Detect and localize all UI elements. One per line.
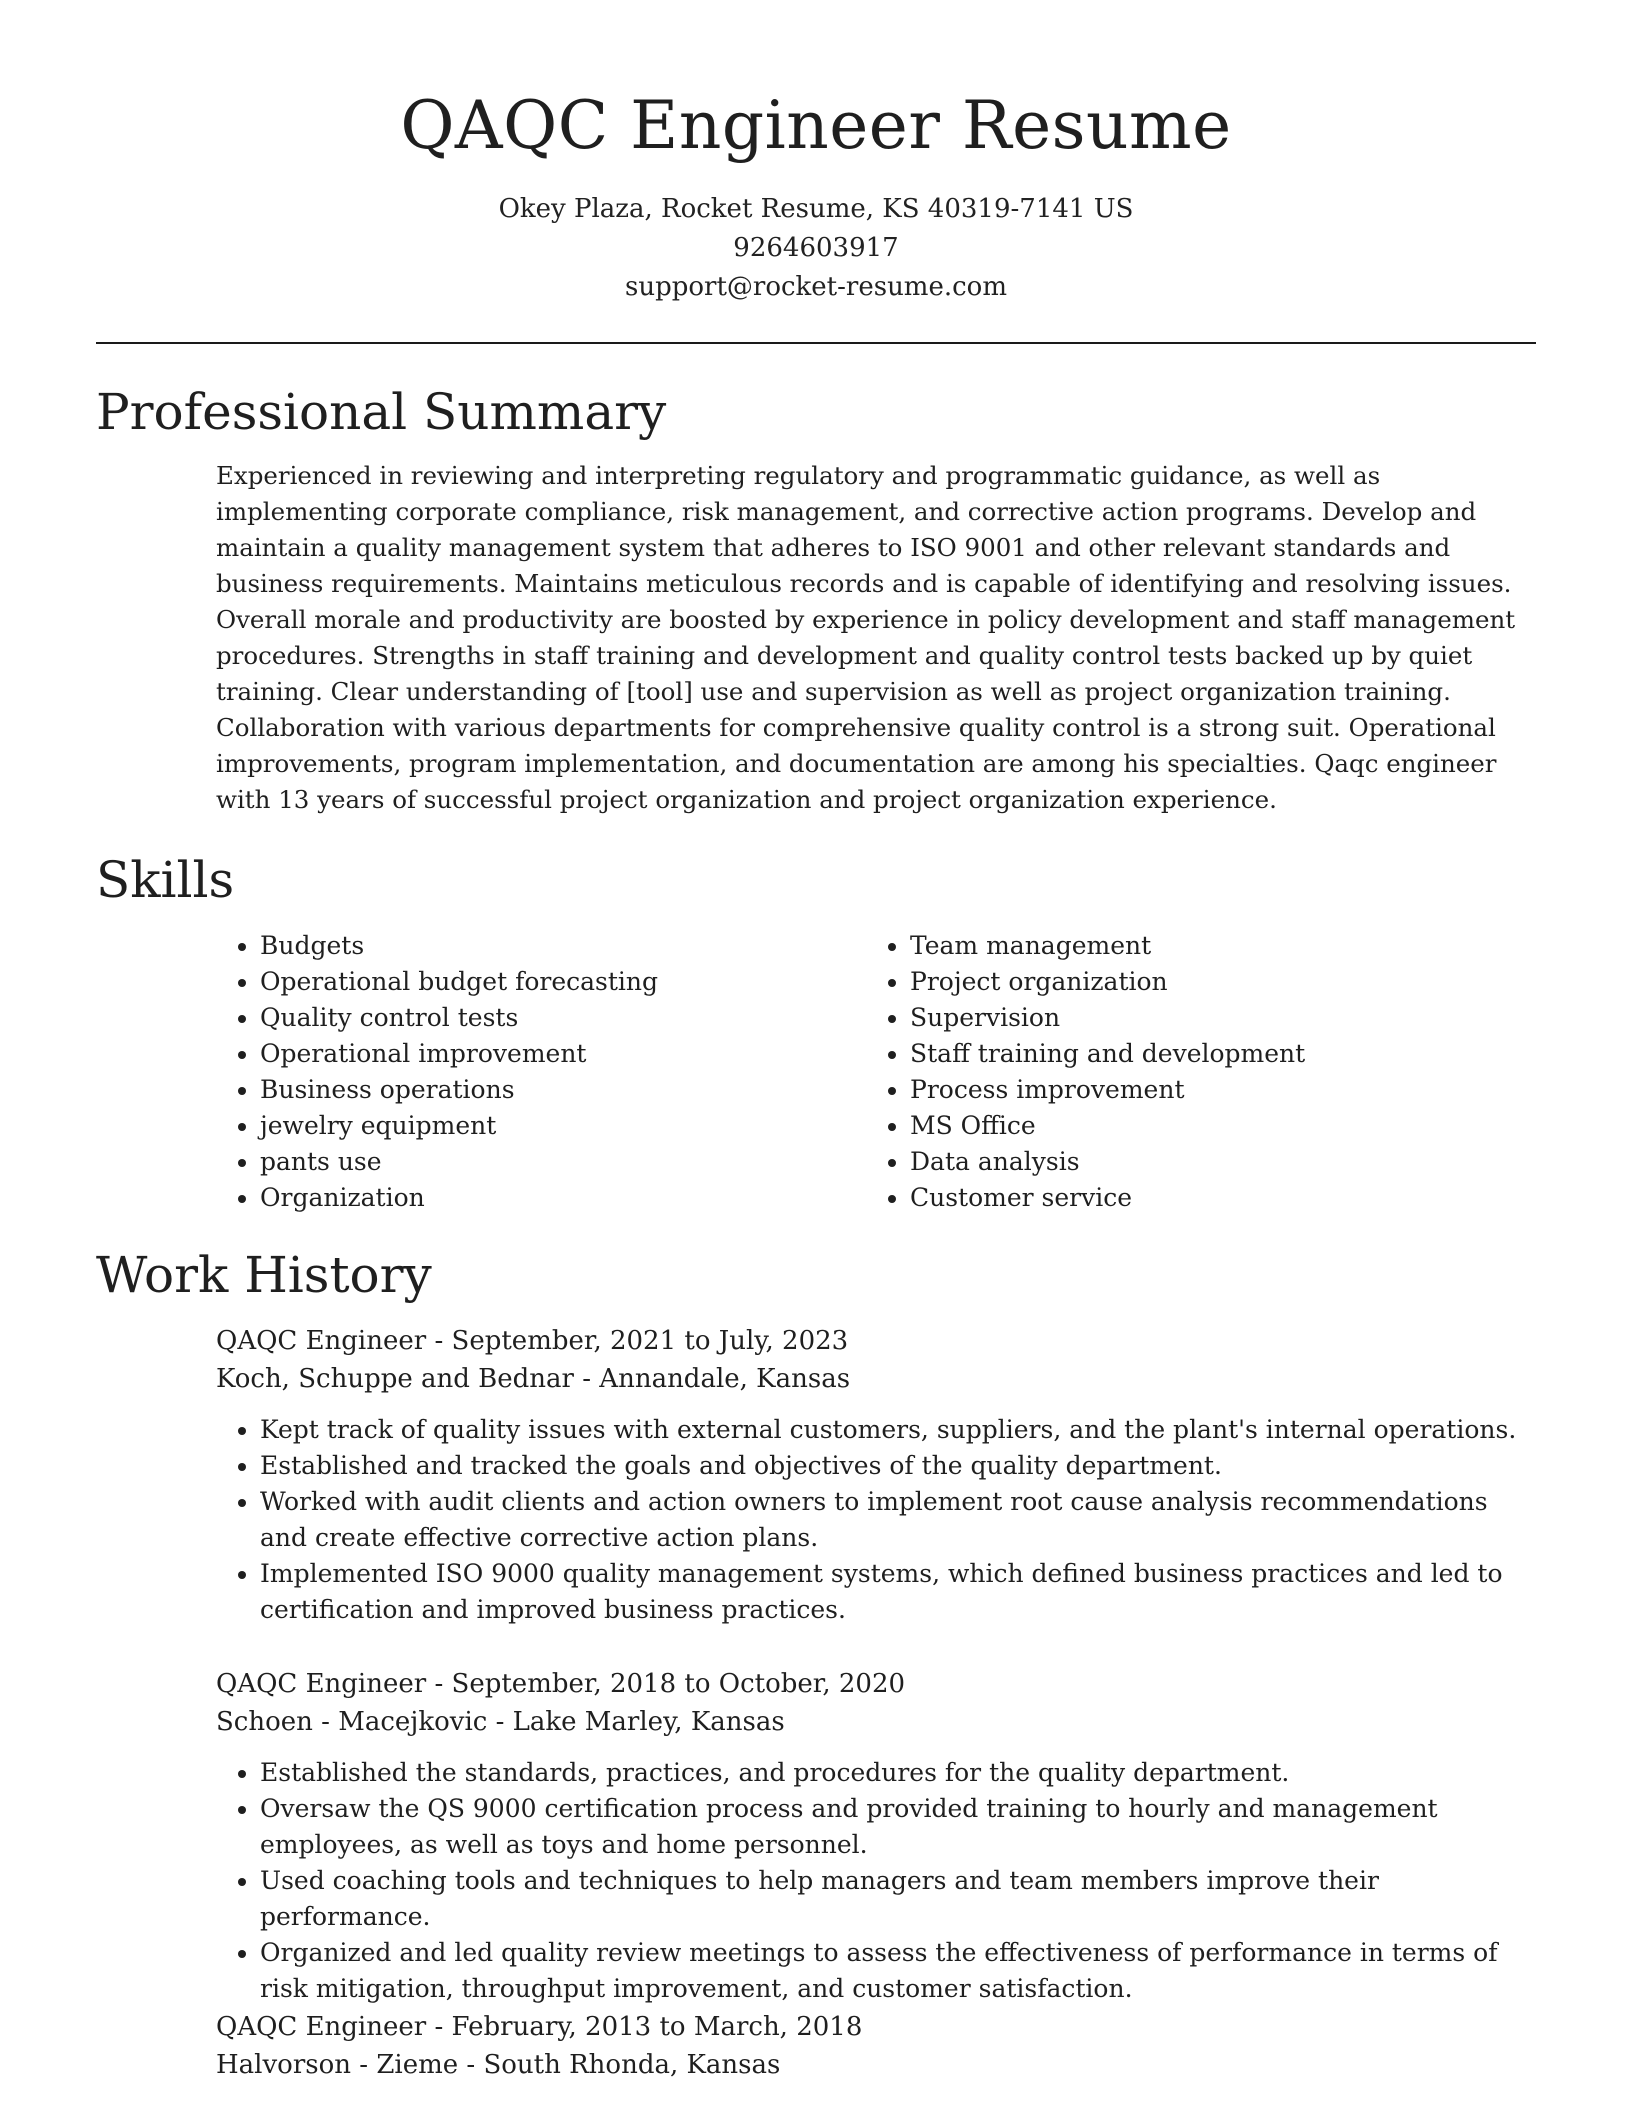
skill-item: • Project organization [910,964,1510,1000]
skills-section [96,850,1536,1216]
resume-title: QAQC Engineer Resume [400,87,1232,164]
job-company-line: Koch, Schuppe and Bednar - Annandale, Kansas [216,1364,851,1394]
skill-item: • jewelry equipment [260,1108,866,1144]
skill-item: • MS Office [910,1108,1510,1144]
job-bullets [216,1412,1536,1628]
skill-item: • Budgets [260,928,866,964]
job-2 [216,1665,1536,2007]
job-bullet: • Organized and led quality review meetings to assess the effectiveness of performance in terms of risk mitigation, throughput improvement, and customer satisfaction. [260,1935,1536,2007]
skills-heading: Skills [96,851,235,909]
skill-item: • pants use [260,1144,866,1180]
skill-item: • Team management [910,928,1510,964]
email-line: support@rocket-resume.com [624,272,1007,302]
skill-item: • Data analysis [910,1144,1510,1180]
job-bullets [216,1755,1536,2007]
job-bullet: • Oversaw the QS 9000 certification process and provided training to hourly and management employees, as well as toys and home personnel. [260,1791,1536,1863]
job-title-line: QAQC Engineer - September, 2021 to July, 2023 [216,1326,849,1356]
job-1 [216,1322,1536,1628]
summary-heading: Professional Summary [96,383,667,441]
skill-item: • Organization [260,1180,866,1216]
skill-item: • Customer service [910,1180,1510,1216]
phone-line: 9264603917 [733,233,899,263]
skill-item: • Operational improvement [260,1036,866,1072]
job-title-line: QAQC Engineer - February, 2013 to March, 2018 [216,2012,863,2042]
skill-item: • Quality control tests [260,1000,866,1036]
job-company-line: Halvorson - Zieme - South Rhonda, Kansas [216,2050,781,2080]
job-bullet: • Established and tracked the goals and objectives of the quality department. [260,1448,1536,1484]
job-bullet: • Kept track of quality issues with external customers, suppliers, and the plant's internal operations. [260,1412,1536,1448]
job-entry [96,1665,1536,2007]
resume-header [0,0,1632,307]
summary-section [96,382,1536,818]
skills-columns [216,928,1536,1216]
job-entry [96,2008,1536,2084]
job-bullet: • Used coaching tools and techniques to help managers and team members improve their performance. [260,1863,1536,1935]
job-company-line: Schoen - Macejkovic - Lake Marley, Kansas [216,1707,785,1737]
skill-item: • Operational budget forecasting [260,964,866,1000]
skill-item: • Staff training and development [910,1036,1510,1072]
job-bullet: • Worked with audit clients and action owners to implement root cause analysis recommendations and create effective corrective action plans. [260,1484,1536,1556]
job-bullet: • Established the standards, practices, and procedures for the quality department. [260,1755,1536,1791]
contact-block [0,190,1632,307]
address-line: Okey Plaza, Rocket Resume, KS 40319-7141 US [498,194,1134,224]
work-history-heading: Work History [96,1246,432,1304]
job-3 [216,2008,1536,2084]
skill-item: • Supervision [910,1000,1510,1036]
job-bullet: • Implemented ISO 9000 quality management systems, which defined business practices and led to certification and improved business practices. [260,1556,1536,1628]
summary-text: Experienced in reviewing and interpreting regulatory and programmatic guidance, as well as implementing corporate compliance, risk management, and corrective action programs. Develop and maintain a quality management system that adheres to ISO 9001 and other relevant standards and business requirements. Maintains meticulous records and is capable of identifying and resolving issues. Overall morale and productivity are boosted by experience in policy development and staff management procedures. Strengths in staff training and development and quality control tests backed up by quiet training. Clear understanding of [tool] use and supervision as well as project organization training. Collaboration with various departments for comprehensive quality control is a strong suit. Operational improvements, program implementation, and documentation are among his specialties. Qaqc engineer with 13 years of successful project organization and project organization experience. [216,461,1516,814]
job-entry [96,1322,1536,1628]
header-divider [96,342,1536,344]
skills-list-left [216,928,866,1216]
work-history-section [96,1245,1536,1305]
job-title-line: QAQC Engineer - September, 2018 to October, 2020 [216,1669,906,1699]
skill-item: • Process improvement [910,1072,1510,1108]
skill-item: • Business operations [260,1072,866,1108]
skills-list-right [866,928,1510,1216]
